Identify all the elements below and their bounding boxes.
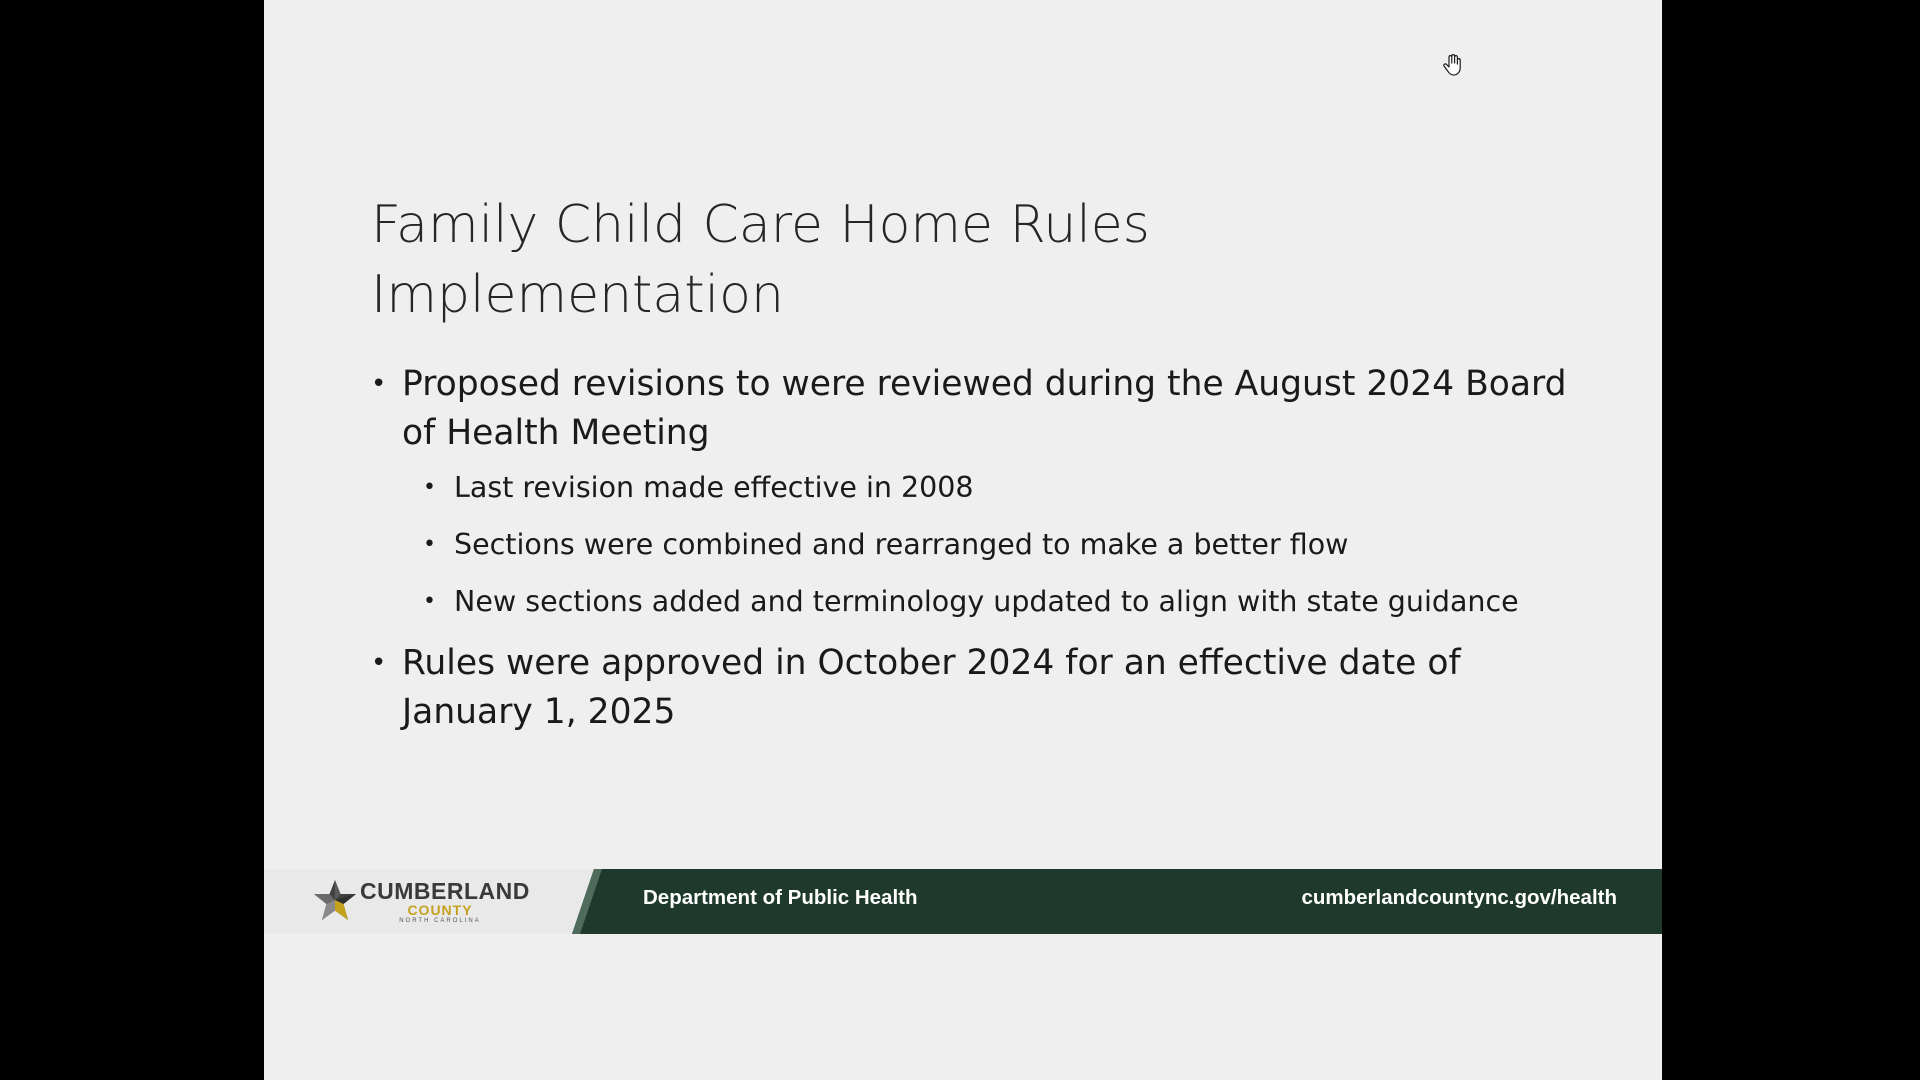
sub-bullet-text: Sections were combined and rearranged to make a better flow: [454, 528, 1349, 561]
sub-bullet-item: [423, 525, 1571, 565]
sub-bullet-marker: •: [423, 475, 436, 500]
slide-title: [371, 190, 1521, 330]
slide-title-line-1: Family Child Care Home Rules: [371, 195, 1150, 255]
hand-cursor-icon: [1442, 54, 1462, 76]
footer-url: cumberlandcountync.gov/health: [1301, 886, 1617, 909]
department-name: Department of Public Health: [643, 886, 918, 909]
logo-name: CUMBERLAND: [360, 878, 530, 904]
sub-bullet-text: Last revision made effective in 2008: [454, 471, 974, 504]
slide-title-line-2: Implementation: [371, 265, 784, 325]
presentation-slide: [264, 0, 1662, 1080]
logo-state: NORTH CAROLINA: [399, 918, 481, 924]
bullet-item: [371, 360, 1571, 458]
sub-bullet-list: [423, 468, 1571, 622]
slide-footer: [264, 869, 1662, 934]
bullet-text: Rules were approved in October 2024 for an effective date of January 1, 2025: [402, 643, 1461, 732]
sub-bullet-marker: •: [423, 589, 436, 614]
sub-bullet-text: New sections added and terminology updated to align with state guidance: [454, 585, 1519, 618]
bullet-item: [371, 639, 1571, 737]
bullet-marker: •: [371, 369, 387, 399]
logo-sub: COUNTY: [407, 902, 473, 918]
slide-body: [371, 360, 1571, 747]
bullet-marker: •: [371, 648, 387, 678]
county-logo-text: [360, 878, 530, 925]
star-logo-icon: [312, 878, 358, 922]
bullet-text: Proposed revisions to were reviewed during the August 2024 Board of Health Meeting: [402, 364, 1567, 453]
sub-bullet-marker: •: [423, 532, 436, 557]
sub-bullet-item: [423, 468, 1571, 508]
sub-bullet-item: [423, 582, 1571, 622]
